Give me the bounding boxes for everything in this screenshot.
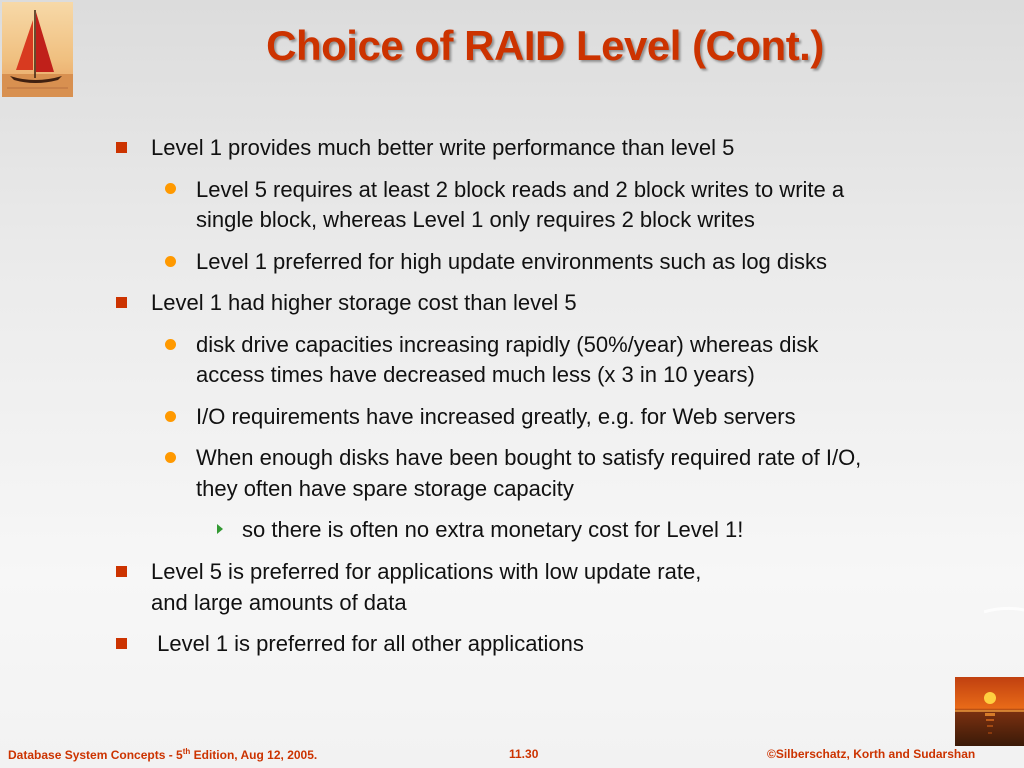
bullet-text: Level 5 is preferred for applications with low update rate, xyxy=(151,559,702,584)
bullet-text: Level 1 provides much better write performance than level 5 xyxy=(151,135,735,160)
bullet-text: and large amounts of data xyxy=(151,590,407,615)
slide-number: 11.30 xyxy=(509,747,539,761)
arrow-bullet-icon xyxy=(217,524,223,534)
bullet-text: so there is often no extra monetary cost for Level 1! xyxy=(242,517,744,542)
bullet-text: When enough disks have been bought to satisfy required rate of I/O, xyxy=(196,445,862,470)
footer-left xyxy=(8,747,317,762)
footer-copyright: ©Silberschatz, Korth and Sudarshan xyxy=(767,747,976,761)
square-bullet-icon xyxy=(116,566,127,577)
sunset-image-icon xyxy=(955,677,1024,746)
footer-edition-prefix: Database System Concepts - 5 xyxy=(8,748,183,762)
circle-bullet-icon xyxy=(165,256,176,267)
bullet-text: they often have spare storage capacity xyxy=(196,476,574,501)
bullet-text: Level 1 is preferred for all other applications xyxy=(151,631,584,656)
square-bullet-icon xyxy=(116,297,127,308)
circle-bullet-icon xyxy=(165,183,176,194)
circle-bullet-icon xyxy=(165,411,176,422)
square-bullet-icon xyxy=(116,638,127,649)
square-bullet-icon xyxy=(116,142,127,153)
bullet-text: I/O requirements have increased greatly, e.g. for Web servers xyxy=(196,404,796,429)
slide-title: Choice of RAID Level (Cont.) xyxy=(266,22,824,69)
bullet-text: Level 1 preferred for high update environments such as log disks xyxy=(196,249,828,274)
circle-bullet-icon xyxy=(165,339,176,350)
circle-bullet-icon xyxy=(165,452,176,463)
footer-edition-suffix: Edition, Aug 12, 2005. xyxy=(190,748,318,762)
bullet-text: single block, whereas Level 1 only requires 2 block writes xyxy=(196,207,755,232)
bullet-text: Level 1 had higher storage cost than level 5 xyxy=(151,290,577,315)
bullet-text: Level 5 requires at least 2 block reads and 2 block writes to write a xyxy=(196,177,845,202)
bullet-text: disk drive capacities increasing rapidly (50%/year) whereas disk xyxy=(196,332,819,357)
decorative-swoosh-icon xyxy=(984,600,1024,624)
bullet-text: access times have decreased much less (x 3 in 10 years) xyxy=(196,362,755,387)
footer-edition-sup: th xyxy=(182,747,191,756)
